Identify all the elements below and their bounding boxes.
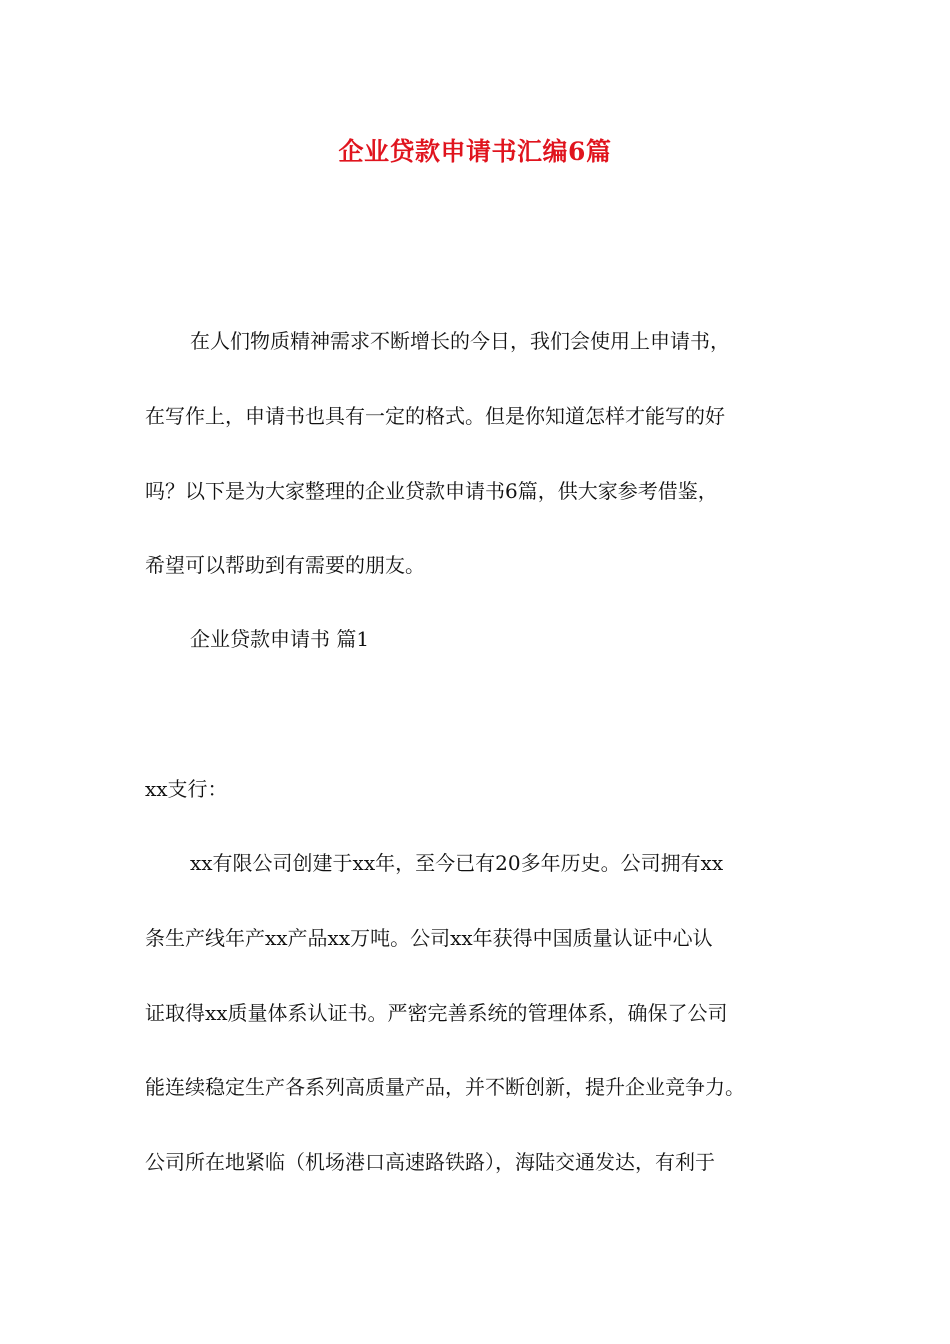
intro-line-3: 吗？以下是为大家整理的企业贷款申请书6篇，供大家参考借鉴， <box>145 479 718 503</box>
body-line-1: xx有限公司创建于xx年，至今已有20多年历史。公司拥有xx <box>190 851 724 875</box>
intro-line-2: 在写作上，申请书也具有一定的格式。但是你知道怎样才能写的好 <box>145 404 725 428</box>
body-line-3: 证取得xx质量体系认证书。严密完善系统的管理体系，确保了公司 <box>145 1001 728 1025</box>
intro-line-4: 希望可以帮助到有需要的朋友。 <box>145 553 425 577</box>
body-line-2: 条生产线年产xx产品xx万吨。公司xx年获得中国质量认证中心认 <box>145 926 713 950</box>
document-title: 企业贷款申请书汇编6篇 <box>338 137 612 166</box>
intro-line-1: 在人们物质精神需求不断增长的今日，我们会使用上申请书， <box>190 329 730 353</box>
body-line-5: 公司所在地紧临（机场港口高速路铁路），海陆交通发达，有利于 <box>145 1150 715 1174</box>
body-line-4: 能连续稳定生产各系列高质量产品，并不断创新，提升企业竞争力。 <box>145 1075 745 1099</box>
salutation: xx支行： <box>145 777 228 801</box>
section-heading: 企业贷款申请书 篇1 <box>190 627 370 651</box>
